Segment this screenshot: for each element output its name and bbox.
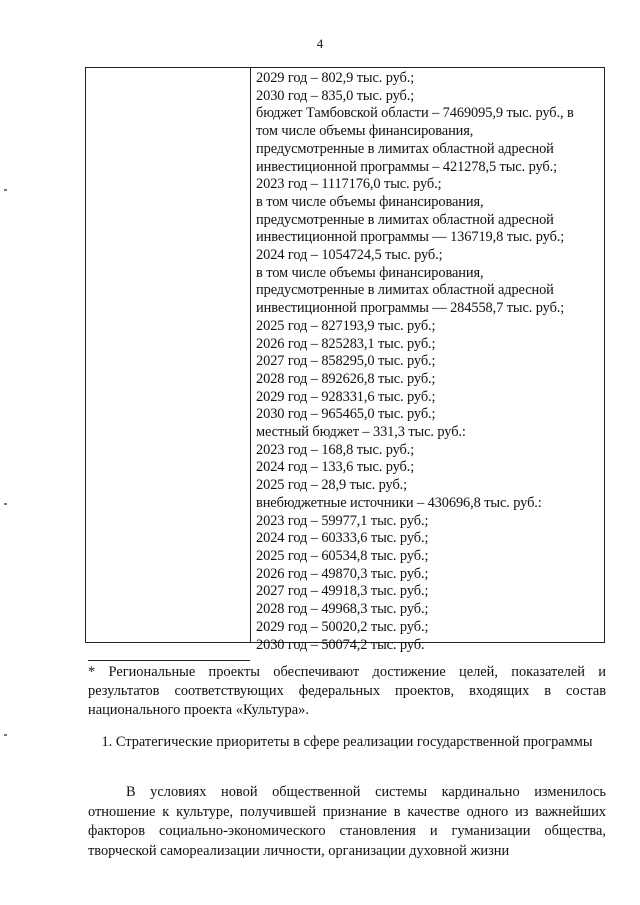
scan-mark: [4, 734, 7, 736]
table-line: 2024 год – 133,6 тыс. руб.;: [256, 459, 415, 476]
page-number: 4: [316, 36, 324, 51]
table-line: 2027 год – 49918,3 тыс. руб.;: [256, 583, 429, 600]
table-line: 2029 год – 928331,6 тыс. руб.;: [256, 388, 436, 405]
table-line: в том числе объемы финансирования,: [256, 264, 484, 281]
table-line: местный бюджет – 331,3 тыс. руб.:: [256, 424, 466, 441]
table-line: в том числе объемы финансирования,: [256, 193, 484, 210]
table-line: 2023 год – 1117176,0 тыс. руб.;: [256, 176, 442, 193]
scan-mark: [4, 503, 7, 505]
table-line: 2027 год – 858295,0 тыс. руб.;: [256, 353, 436, 370]
table-line: 2029 год – 802,9 тыс. руб.;: [256, 70, 415, 86]
table-value-cell: [251, 68, 604, 654]
table-line: инвестиционной программы – 421278,5 тыс. руб.;: [256, 158, 558, 175]
table-line: внебюджетные источники – 430696,8 тыс. руб.:: [256, 494, 542, 511]
table-line: бюджет Тамбовской области – 7469095,9 тыс. руб., в: [256, 105, 574, 122]
table-line: 2025 год – 60534,8 тыс. руб.;: [256, 547, 429, 564]
funding-table: [85, 67, 605, 653]
table-line: 2030 год – 50074,2 тыс. руб.: [256, 636, 425, 653]
table-line: том числе объемы финансирования,: [256, 123, 474, 140]
table-line: предусмотренные в лимитах областной адресной: [256, 211, 554, 228]
table-line: 2028 год – 892626,8 тыс. руб.;: [256, 370, 436, 387]
section-heading: 1. Стратегические приоритеты в сфере реализации государственной программы: [101, 734, 593, 750]
table-line: 2025 год – 28,9 тыс. руб.;: [256, 477, 408, 494]
table-line: 2029 год – 50020,2 тыс. руб.;: [256, 618, 429, 635]
table-line: 2030 год – 835,0 тыс. руб.;: [256, 87, 415, 104]
body-paragraph: В условиях новой общественной системы кардинально изменилось отношение к культуре, получившей признание в качестве одного из важнейших факторов социально-экономического становления и гуманизации общества, творческой самореализации личности, организации духовной жизни: [88, 784, 606, 859]
table-line: инвестиционной программы — 136719,8 тыс. руб.;: [256, 229, 565, 246]
table-line: предусмотренные в лимитах областной адресной: [256, 282, 554, 299]
footnote-divider: [88, 660, 250, 661]
table-line: 2024 год – 60333,6 тыс. руб.;: [256, 530, 429, 547]
footnote: * Региональные проекты обеспечивают достижение целей, показателей и результатов соответствующих федеральных проектов, входящих в состав национального проекта «Культура».: [88, 664, 606, 718]
table-line: 2026 год – 825283,1 тыс. руб.;: [256, 335, 436, 352]
table-line: 2026 год – 49870,3 тыс. руб.;: [256, 565, 429, 582]
table-line: 2024 год – 1054724,5 тыс. руб.;: [256, 247, 443, 264]
table-label-cell: [86, 68, 251, 642]
scan-mark: [4, 189, 7, 191]
table-line: 2023 год – 59977,1 тыс. руб.;: [256, 512, 429, 529]
table-line: 2030 год – 965465,0 тыс. руб.;: [256, 406, 436, 423]
table-line: 2028 год – 49968,3 тыс. руб.;: [256, 601, 429, 618]
table-line: инвестиционной программы — 284558,7 тыс. руб.;: [256, 300, 565, 317]
table-line: предусмотренные в лимитах областной адресной: [256, 140, 554, 157]
table-line: 2023 год – 168,8 тыс. руб.;: [256, 441, 415, 458]
table-line: 2025 год – 827193,9 тыс. руб.;: [256, 317, 436, 334]
